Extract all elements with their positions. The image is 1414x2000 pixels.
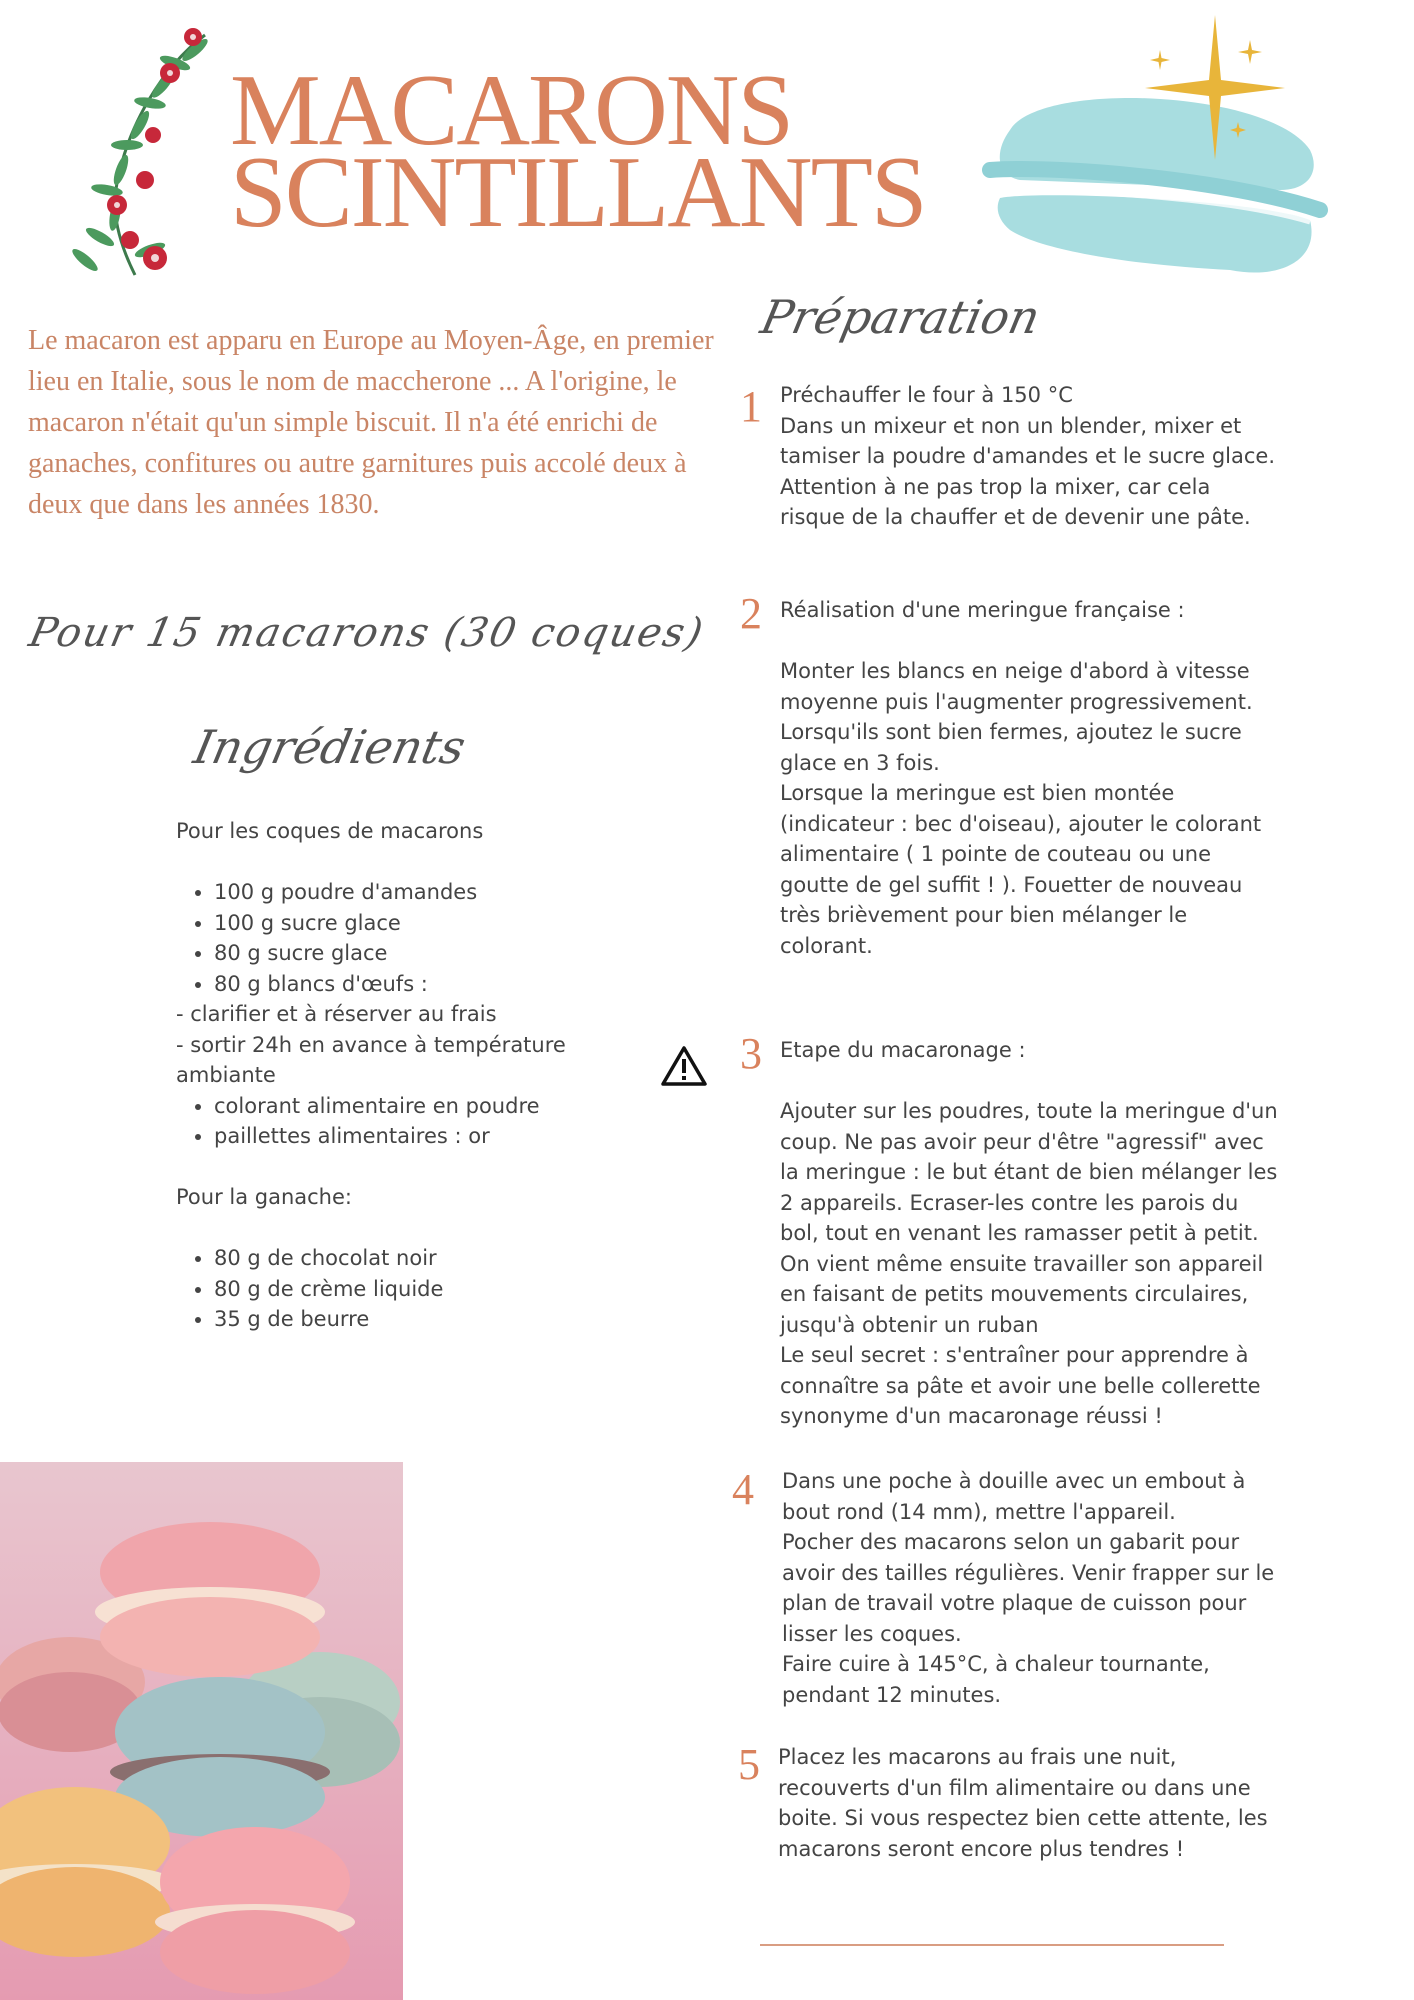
step-line: Réalisation d'une meringue française : xyxy=(780,598,1185,622)
servings-heading: Pour 15 macarons (30 coques) xyxy=(25,610,709,656)
list-item: • 80 g de crème liquide xyxy=(214,1274,606,1305)
floral-branch-illustration xyxy=(55,15,235,285)
step-line: Ajouter sur les poudres, toute la meringue d'un coup. Ne pas avoir peur d'être "agressif" avec la meringue : le but étant de bien mélanger les 2 appareils. Ecraser-les contre les parois du bol, tout en venant les ramasser petit à petit. On vient même ensuite travailler son appareil en faisant de petits mouvements circulaires, jusqu'à obtenir un ruban xyxy=(780,1099,1278,1337)
step-line: Pocher des macarons selon un gabarit pour avoir des tailles régulières. Venir frapper sur le plan de travail votre plaque de cuisson pour lisser les coques. xyxy=(782,1530,1275,1646)
egg-note: - clarifier et à réserver au frais xyxy=(176,1002,497,1026)
list-item: • 80 g de chocolat noir xyxy=(214,1243,606,1274)
shells-list xyxy=(176,877,606,999)
step-5-text xyxy=(778,1742,1278,1864)
step-number: 4 xyxy=(732,1465,754,1514)
list-item: • 100 g poudre d'amandes xyxy=(214,877,606,908)
step-line: Dans un mixeur et non un blender, mixer et tamiser la poudre d'amandes et le sucre glace. Attention à ne pas trop la mixer, car cela risque de la chauffer et de devenir une pâte. xyxy=(780,413,1275,529)
step-number: 2 xyxy=(740,589,762,638)
page-title xyxy=(230,54,950,249)
shells-list-2 xyxy=(176,1091,606,1152)
step-line: Lorsque la meringue est bien montée (indicateur : bec d'oiseau), ajouter le colorant alimentaire ( 1 pointe de couteau ou une goutte de gel suffit ! ). Fouetter de nouveau très brièvement pour bien mélanger le colorant. xyxy=(780,781,1262,958)
ingredients-list xyxy=(176,816,606,1335)
shells-subheading: Pour les coques de macarons xyxy=(176,819,484,843)
step-line: Monter les blancs en neige d'abord à vitesse moyenne puis l'augmenter progressivement. Lorsqu'ils sont bien fermes, ajoutez le sucre glace en 3 fois. xyxy=(780,659,1253,775)
step-line: Dans une poche à douille avec un embout à bout rond (14 mm), mettre l'appareil. xyxy=(782,1469,1246,1524)
macarons-photo xyxy=(0,1462,403,2000)
step-line: Préchauffer le four à 150 °C xyxy=(780,383,1073,407)
step-line: Etape du macaronage : xyxy=(780,1038,1026,1062)
list-item: • 100 g sucre glace xyxy=(214,908,606,939)
step-number: 1 xyxy=(740,382,762,431)
preparation-heading: Préparation xyxy=(756,290,1045,344)
step-1-text xyxy=(780,380,1280,533)
step-line: Placez les macarons au frais une nuit, recouverts d'un film alimentaire ou dans une boite. Si vous respectez bien cette attente, les macarons seront encore plus tendres ! xyxy=(778,1745,1268,1861)
sparkle-icon xyxy=(1120,10,1300,160)
list-item: • colorant alimentaire en poudre xyxy=(214,1091,606,1122)
list-item: • 35 g de beurre xyxy=(214,1304,606,1335)
ingredients-heading: Ingrédients xyxy=(189,720,471,774)
step-number: 5 xyxy=(738,1740,760,1789)
egg-note: - sortir 24h en avance à température ambiante xyxy=(176,1032,566,1087)
title-line-2: SCINTILLANTS xyxy=(230,136,926,249)
intro-paragraph: Le macaron est apparu en Europe au Moyen-Âge, en premier lieu en Italie, sous le nom de maccherone ... A l'origine, le macaron n'était qu'un simple biscuit. Il n'a été enrichi de ganaches, confitures ou autre garnitures puis accolé deux à deux que dans les années 1830. xyxy=(28,325,714,520)
divider xyxy=(760,1944,1224,1946)
step-line: Faire cuire à 145°C, à chaleur tournante, pendant 12 minutes. xyxy=(782,1652,1210,1707)
ganache-subheading: Pour la ganache: xyxy=(176,1185,352,1209)
step-line: Le seul secret : s'entraîner pour apprendre à connaître sa pâte et avoir une belle collerette synonyme d'un macaronage réussi ! xyxy=(780,1343,1261,1428)
step-4-text xyxy=(782,1466,1282,1710)
step-2-text xyxy=(780,595,1280,961)
step-number: 3 xyxy=(740,1029,762,1078)
ganache-list xyxy=(176,1243,606,1335)
title-line-1: MACARONS xyxy=(230,54,793,167)
list-item: • paillettes alimentaires : or xyxy=(214,1121,606,1152)
list-item: • 80 g blancs d'œufs : xyxy=(214,969,606,1000)
step-3-text xyxy=(780,1035,1280,1432)
warning-icon xyxy=(660,1045,708,1087)
list-item: • 80 g sucre glace xyxy=(214,938,606,969)
